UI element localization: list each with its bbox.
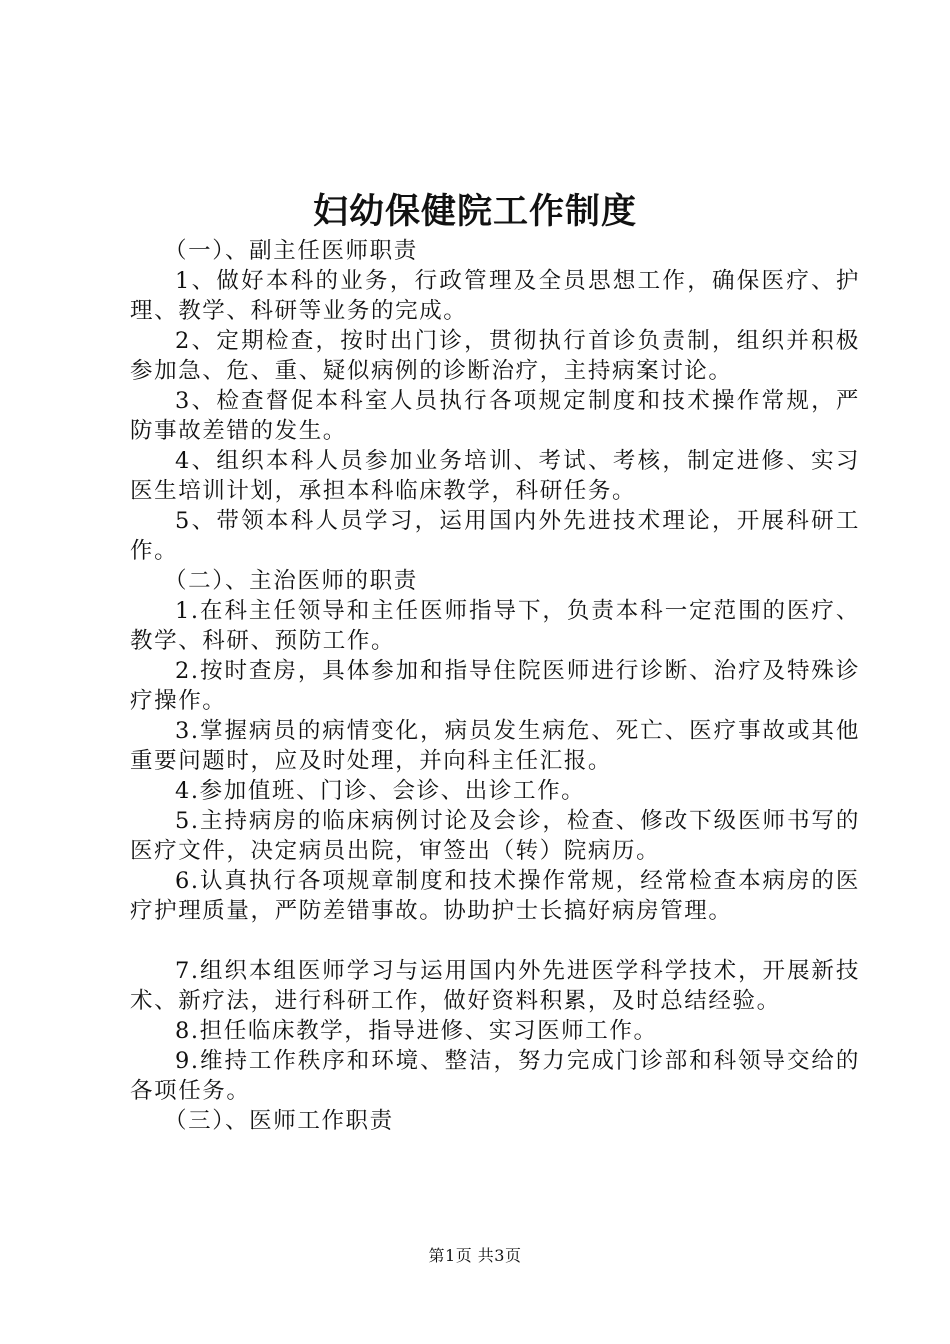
page-number-footer: 第1页 共3页 xyxy=(428,1246,522,1265)
paragraph: 8.担任临床教学，指导进修、实习医师工作。 xyxy=(175,1018,658,1044)
section-heading-1: （一）、副主任医师职责 xyxy=(164,238,418,264)
paragraph: 5、带领本科人员学习，运用国内外先进技术理论，开展科研工作。 xyxy=(130,508,860,564)
paragraph: 2、定期检查，按时出门诊，贯彻执行首诊负责制，组织并积极参加急、危、重、疑似病例的诊断治疗，主持病案讨论。 xyxy=(130,328,860,384)
paragraph: 9.维持工作秩序和环境、整洁，努力完成门诊部和科领导交给的各项任务。 xyxy=(130,1048,860,1104)
section-heading-3: （三）、医师工作职责 xyxy=(164,1108,394,1134)
paragraph: 4.参加值班、门诊、会诊、出诊工作。 xyxy=(175,778,586,804)
section-heading-2: （二）、主治医师的职责 xyxy=(164,568,418,594)
paragraph: 1、做好本科的业务，行政管理及全员思想工作，确保医疗、护理、教学、科研等业务的完成。 xyxy=(130,268,860,324)
document-body xyxy=(130,236,860,1136)
paragraph: 5.主持病房的临床病例讨论及会诊，检查、修改下级医师书写的医疗文件，决定病员出院，审签出（转）院病历。 xyxy=(130,808,860,864)
paragraph: 6.认真执行各项规章制度和技术操作常规，经常检查本病房的医疗护理质量，严防差错事故。协助护士长搞好病房管理。 xyxy=(130,868,860,924)
paragraph: 4、组织本科人员参加业务培训、考试、考核，制定进修、实习医生培训计划，承担本科临床教学，科研任务。 xyxy=(130,448,860,504)
paragraph: 3、检查督促本科室人员执行各项规定制度和技术操作常规，严防事故差错的发生。 xyxy=(130,388,860,444)
paragraph: 7.组织本组医师学习与运用国内外先进医学科学技术，开展新技术、新疗法，进行科研工作，做好资料积累，及时总结经验。 xyxy=(130,958,860,1014)
paragraph: 3.掌握病员的病情变化，病员发生病危、死亡、医疗事故或其他重要问题时，应及时处理，并向科主任汇报。 xyxy=(130,718,860,774)
paragraph: 1.在科主任领导和主任医师指导下，负责本科一定范围的医疗、教学、科研、预防工作。 xyxy=(130,598,860,654)
paragraph: 2.按时查房，具体参加和指导住院医师进行诊断、治疗及特殊诊疗操作。 xyxy=(130,658,860,714)
document-title: 妇幼保健院工作制度 xyxy=(312,191,637,232)
